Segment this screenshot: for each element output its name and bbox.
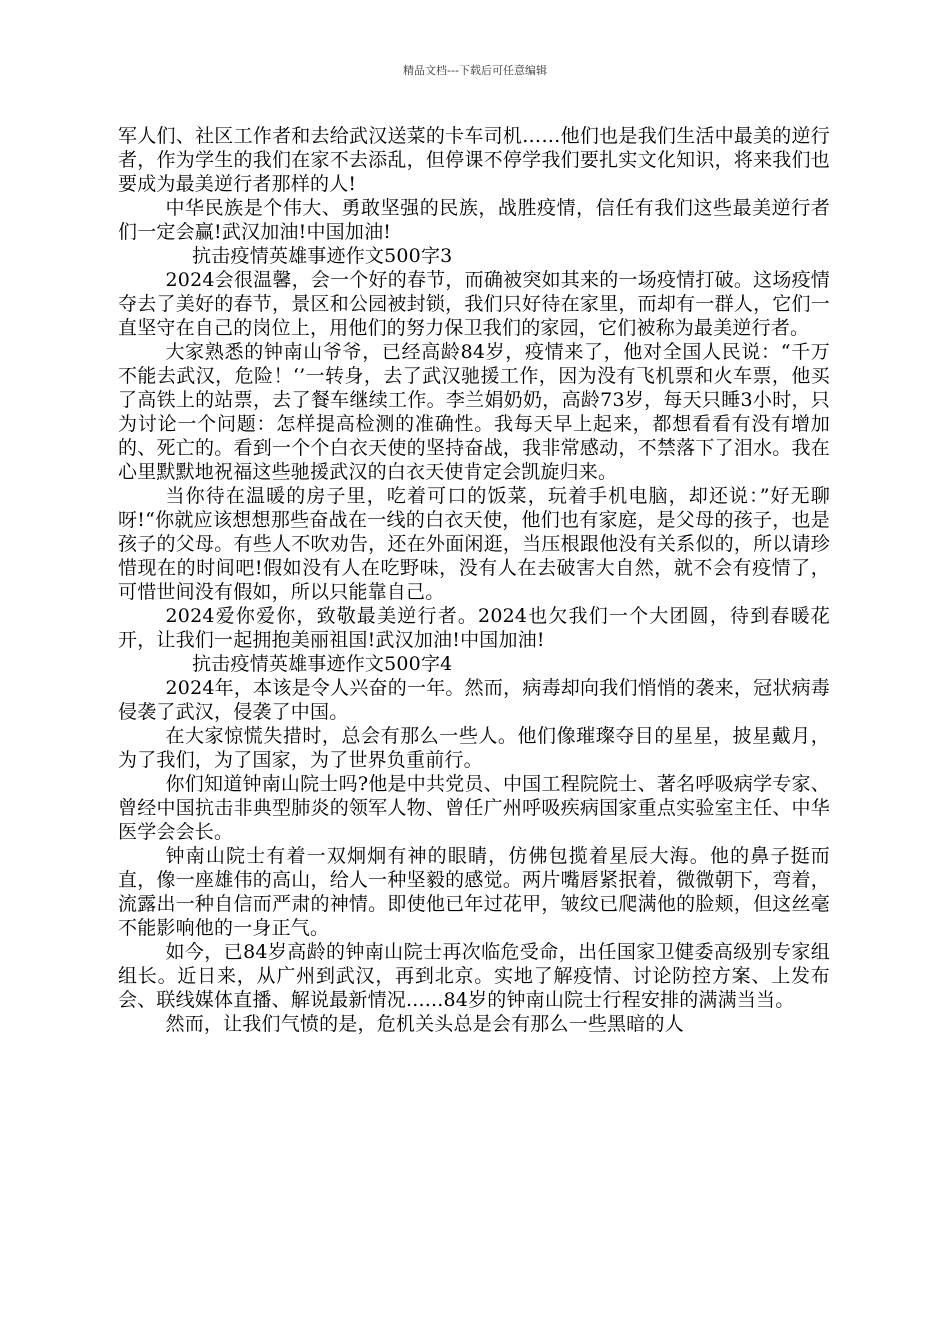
- paragraph: 在大家惊慌失措时，总会有那么一些人。他们像璀璨夺目的星星，披星戴月，为了我们，为了国家，为了世界负重前行。: [118, 725, 830, 771]
- paragraph: 2024会很温馨，会一个好的春节，而确被突如其来的一场疫情打破。这场疫情夺去了美好的春节，景区和公园被封锁，我们只好待在家里，而却有一群人，它们一直坚守在自己的岗位上，用他们的努力保卫我们的家园，它们被称为最美逆行者。: [118, 269, 830, 339]
- paragraph: 你们知道钟南山院士吗?他是中共党员、中国工程院院士、著名呼吸病学专家、曾经中国抗击非典型肺炎的领军人物、曾任广州呼吸疾病国家重点实验室主任、中华医学会会长。: [118, 773, 830, 843]
- paragraph: 军人们、社区工作者和去给武汉送菜的卡车司机……他们也是我们生活中最美的逆行者，作为学生的我们在家不去添乱，但停课不停学我们要扎实文化知识，将来我们也要成为最美逆行者那样的人!: [118, 125, 830, 195]
- paragraph: 中华民族是个伟大、勇敢坚强的民族，战胜疫情，信任有我们这些最美逆行者们一定会赢!武汉加油!中国加油!: [118, 197, 830, 243]
- paragraph: 2024年，本该是令人兴奋的一年。然而，病毒却向我们悄悄的袭来，冠状病毒侵袭了武汉，侵袭了中国。: [118, 677, 830, 723]
- paragraph: 大家熟悉的钟南山爷爷，已经高龄84岁，疫情来了，他对全国人民说：“千万不能去武汉，危险！‘’一转身，去了武汉驰援工作，因为没有飞机票和火车票，他买了高铁上的站票，去了餐车继续工作。李兰娟奶奶，高龄73岁，每天只睡3小时，只为讨论一个问题：怎样提高检测的准确性。我每天早上起来，都想看看有没有增加的、死亡的。看到一个个白衣天使的坚持奋战，我非常感动，不禁落下了泪水。我在心里默默地祝福这些驰援武汉的白衣天使肯定会凯旋归来。: [118, 341, 830, 483]
- page-header: 精品文档---下载后可任意编辑: [403, 64, 547, 77]
- document-body: [118, 124, 830, 1036]
- paragraph: 钟南山院士有着一双炯炯有神的眼睛，仿佛包揽着星辰大海。他的鼻子挺而直，像一座雄伟的高山，给人一种坚毅的感觉。两片嘴唇紧抿着，微微朝下，弯着，流露出一种自信而严肃的神情。即使他已年过花甲，皱纹已爬满他的脸颊，但这丝毫不能影响他的一身正气。: [118, 845, 830, 939]
- paragraph: 如今，已84岁高龄的钟南山院士再次临危受命，出任国家卫健委高级别专家组组长。近日来，从广州到武汉，再到北京。实地了解疫情、讨论防控方案、上发布会、联线媒体直播、解说最新情况......84岁的钟南山院士行程安排的满满当当。: [118, 941, 830, 1011]
- section-heading: 抗击疫情英雄事迹作文500字4: [192, 653, 453, 675]
- paragraph: 当你待在温暖的房子里，吃着可口的饭菜，玩着手机电脑，却还说：”好无聊呀!“你就应该想想那些奋战在一线的白衣天使，他们也有家庭，是父母的孩子，也是孩子的父母。有些人不吹劝告，还在外面闲逛，当压根跟他没有关系似的，所以请珍惜现在的时间吧!假如没有人在吃野味，没有人在去破害大自然，就不会有疫情了，可惜世间没有假如，所以只能靠自己。: [118, 485, 830, 603]
- paragraph: 然而，让我们气愤的是，危机关头总是会有那么一些黑暗的人: [165, 1013, 684, 1035]
- section-heading: 抗击疫情英雄事迹作文500字3: [192, 245, 453, 267]
- paragraph: 2024爱你爱你，致敬最美逆行者。2024也欠我们一个大团圆，待到春暖花开，让我们一起拥抱美丽祖国!武汉加油!中国加油!: [118, 605, 830, 651]
